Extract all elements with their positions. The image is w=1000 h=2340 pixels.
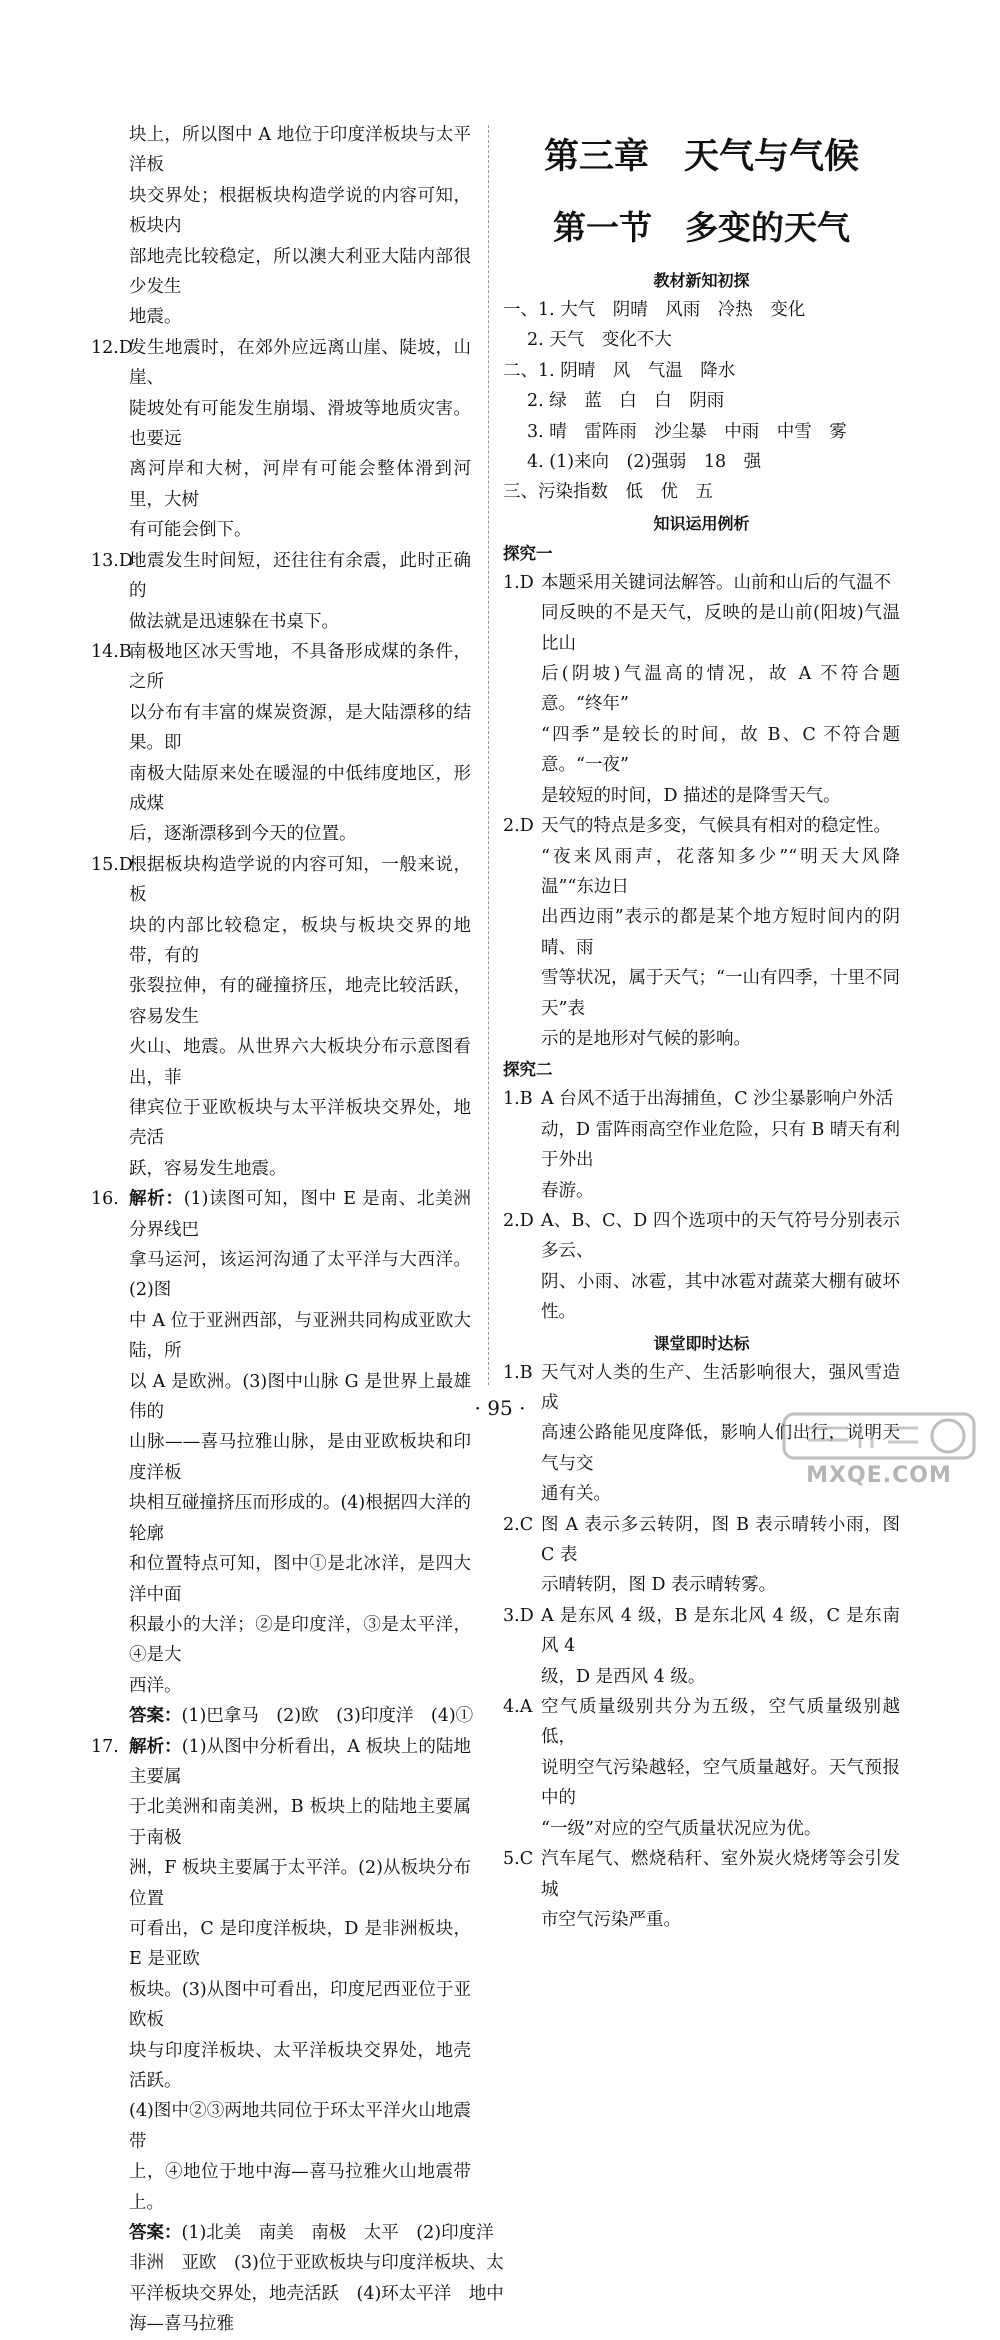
explore1-item-1 xyxy=(503,568,900,811)
text-line: 山脉——喜马拉雅山脉，是由亚欧板块和印度洋板 xyxy=(129,1432,471,1483)
watermark-text: MXQE.COM xyxy=(806,1463,952,1488)
item-number: 13.D xyxy=(91,550,133,571)
text-line: 是较短的时间，D 描述的是降雪天气。 xyxy=(541,785,841,806)
answer-item-14 xyxy=(91,637,471,850)
column-divider xyxy=(488,125,489,1385)
item-number: 12.D xyxy=(91,337,133,358)
text-line: 2. 绿 蓝 白 白 阴雨 xyxy=(527,391,725,412)
item-number: 1.B xyxy=(503,1089,533,1110)
explore2-item-1 xyxy=(503,1084,900,1206)
text-line: 块交界处；根据板块构造学说的内容可知，板块内 xyxy=(129,185,471,237)
text-line: 动，D 雷阵雨高空作业危险，只有 B 晴天有利于外出 xyxy=(541,1119,900,1171)
text-line: 说明空气污染越轻，空气质量越好。天气预报中的 xyxy=(541,1757,900,1809)
text-line: A 台风不适于出海捕鱼，C 沙尘暴影响户外活 xyxy=(541,1089,894,1110)
quiz-item-5 xyxy=(503,1844,900,1935)
answer-item-16 xyxy=(91,1184,474,1731)
item-number: 2.D xyxy=(503,1210,534,1231)
item-number: 17. xyxy=(91,1736,119,1757)
text-line: 一、1. 大气 阴晴 风雨 冷热 变化 xyxy=(503,300,806,320)
answer-line xyxy=(91,2218,494,2248)
page-number: · 95 · xyxy=(474,1396,526,1420)
item-number: 4.A xyxy=(503,1697,533,1718)
text-line: 三、污染指数 低 优 五 xyxy=(503,482,713,503)
item-number: 1.D xyxy=(503,572,534,593)
text-line: 部地壳比较稳定，所以澳大利亚大陆内部很少发生 xyxy=(129,246,471,298)
text-line: “夜来风雨声，花落知多少”“明天大风降温”“东边日 xyxy=(541,846,900,897)
text-line: 春游。 xyxy=(541,1180,594,1201)
text-line: 块的内部比较稳定，板块与板块交界的地带，有的 xyxy=(129,915,471,966)
text-line: 通有关。 xyxy=(541,1484,611,1505)
text-line: 阴、小雨、冰雹，其中冰雹对蔬菜大棚有破坏性。 xyxy=(541,1271,900,1323)
section-title: 第一节 多变的天气 xyxy=(553,208,850,247)
subsection-title: 知识运用例析 xyxy=(653,513,750,533)
text-line: 离河岸和大树，河岸有可能会整体滑到河里，大树 xyxy=(129,459,471,510)
text-line: 天气对人类的生产、生活影响很大，强风雪造成 xyxy=(541,1362,900,1413)
text-line: 同反映的不是天气，反映的是山前(阳坡)气温比山 xyxy=(541,603,900,654)
answer-item-12 xyxy=(91,333,471,546)
chapter-title: 第三章 天气与气候 xyxy=(543,137,859,177)
text-line: 示晴转阴，图 D 表示晴转雾。 xyxy=(541,1575,777,1596)
text-line: 本题采用关键词法解答。山前和山后的气温不 xyxy=(541,572,891,593)
text-line: 于北美洲和南美洲，B 板块上的陆地主要属于南极 xyxy=(129,1797,471,1848)
text-line: 火山、地震。从世界六大板块分布示意图看出，菲 xyxy=(129,1037,471,1088)
text-line: 高速公路能见度降低，影响人们出行，说明天气与交 xyxy=(541,1423,900,1474)
text-line: 有可能会倒下。 xyxy=(129,520,252,541)
text-line: 市空气污染严重。 xyxy=(541,1909,681,1930)
item-number: 3.D xyxy=(503,1605,534,1626)
text-line: 西洋。 xyxy=(129,1675,182,1696)
answer-text: (1)巴拿马 (2)欧 (3)印度洋 (4)① xyxy=(181,1706,474,1727)
item-number: 1.B xyxy=(503,1362,533,1383)
answer-line xyxy=(91,1701,474,1731)
quiz-item-3 xyxy=(503,1601,900,1692)
answer-text: 海—喜马拉雅 xyxy=(129,2314,234,2335)
text-line: “四季”是较长的时间，故 B、C 不符合题意。“一夜” xyxy=(541,724,900,776)
quiz-item-4 xyxy=(503,1692,900,1844)
text-line: 后(阴坡)气温高的情况，故 A 不符合题意。“终年” xyxy=(541,664,900,715)
quiz-item-2 xyxy=(503,1510,900,1601)
text-line: 根据板块构造学说的内容可知，一般来说，板 xyxy=(129,854,471,906)
answer-label: 答案： xyxy=(129,2223,182,2244)
explore1-item-2 xyxy=(503,811,900,1054)
text-line: 块与印度洋板块、太平洋板块交界处，地壳活跃。 xyxy=(129,2040,471,2091)
text-line: 示的是地形对气候的影响。 xyxy=(541,1028,751,1049)
answer-text: (1)北美 南美 南极 太平 (2)印度洋 xyxy=(181,2223,494,2244)
text-line: 和位置特点可知，图中①是北冰洋，是四大洋中面 xyxy=(129,1554,471,1605)
text-line: 积最小的大洋；②是印度洋，③是太平洋，④是大 xyxy=(129,1614,471,1666)
text-line: 天气的特点是多变，气候具有相对的稳定性。 xyxy=(541,816,891,837)
answer-text: 非洲 亚欧 (3)位于亚欧板块与印度洋板块、太 xyxy=(129,2253,504,2274)
text-line: 张裂拉伸，有的碰撞挤压，地壳比较活跃，容易发生 xyxy=(129,976,471,1027)
text-line: 上，④地位于地中海—喜马拉雅火山地震带上。 xyxy=(129,2162,471,2213)
text-line: 拿马运河，该运河沟通了太平洋与大西洋。(2)图 xyxy=(129,1250,471,1301)
text-line: 块相互碰撞挤压而形成的。(4)根据四大洋的轮廓 xyxy=(129,1493,471,1544)
text-line: 洲，F 板块主要属于太平洋。(2)从板块分布位置 xyxy=(129,1858,471,1909)
text-line: A 是东风 4 级，B 是东北风 4 级，C 是东南风 4 xyxy=(541,1605,900,1657)
watermark-badge-icon xyxy=(768,1408,990,1464)
text-line: 跃，容易发生地震。 xyxy=(129,1158,287,1179)
text-line: (1)读图可知，图中 E 是南、北美洲分界线巴 xyxy=(129,1189,471,1240)
analysis-label: 解析： xyxy=(129,1189,184,1210)
text-line: 中 A 位于亚洲西部，与亚洲共同构成亚欧大陆，所 xyxy=(129,1310,471,1362)
text-line: 2. 天气 变化不大 xyxy=(527,330,672,351)
watermark-logo xyxy=(768,1408,990,1488)
carry-over-paragraph xyxy=(91,120,471,333)
text-line: 雪等状况，属于天气；“一山有四季，十里不同天”表 xyxy=(541,968,900,1019)
text-line: 律宾位于亚欧板块与太平洋板块交界处，地壳活 xyxy=(129,1098,471,1149)
text-line: 4. (1)来向 (2)强弱 18 强 xyxy=(527,452,762,473)
text-line: 出西边雨”表示的都是某个地方短时间内的阴晴、雨 xyxy=(541,907,900,958)
item-number: 5.C xyxy=(503,1849,534,1870)
right-column xyxy=(503,120,900,1935)
text-line: 汽车尾气、燃烧秸秆、室外炭火烧烤等会引发城 xyxy=(541,1849,900,1900)
item-number: 2.D xyxy=(503,816,534,837)
answer-label: 答案： xyxy=(129,1706,182,1727)
text-line: 做法就是迅速躲在书桌下。 xyxy=(129,611,339,632)
text-line: 发生地震时，在郊外应远离山崖、陡坡，山崖、 xyxy=(129,337,471,389)
subsection-title: 教材新知初探 xyxy=(653,271,750,290)
item-number: 14.B xyxy=(91,641,132,662)
text-line: 可看出，C 是印度洋板块，D 是非洲板块，E 是亚欧 xyxy=(129,1918,471,1970)
subsection-title: 课堂即时达标 xyxy=(653,1333,750,1353)
text-line: 空气质量级别共分为五级，空气质量级别越低， xyxy=(541,1697,900,1748)
explore2-item-2 xyxy=(503,1206,900,1328)
text-line: 图 A 表示多云转阴，图 B 表示晴转小雨，图 C 表 xyxy=(541,1514,900,1566)
item-number: 2.C xyxy=(503,1514,534,1535)
text-line: A、B、C、D 四个选项中的天气符号分别表示多云、 xyxy=(541,1210,900,1262)
text-line: 板块。(3)从图中可看出，印度尼西亚位于亚欧板 xyxy=(129,1979,471,2031)
item-number: 15.D xyxy=(91,854,133,875)
text-line: 南极地区冰天雪地，不具备形成煤的条件，之所 xyxy=(129,641,471,693)
text-line: 地震。 xyxy=(129,307,182,328)
explore-heading: 探究一 xyxy=(503,543,553,563)
fill-in-answers xyxy=(503,295,900,508)
explore-heading: 探究二 xyxy=(503,1060,553,1080)
text-line: “一级”对应的空气质量状况应为优。 xyxy=(541,1818,822,1839)
text-line: 二、1. 阴晴 风 气温 降水 xyxy=(503,360,736,381)
analysis-label: 解析： xyxy=(129,1736,182,1757)
text-line: 3. 晴 雷阵雨 沙尘暴 中雨 中雪 雾 xyxy=(527,421,847,442)
text-line: 以 A 是欧洲。(3)图中山脉 G 是世界上最雄伟的 xyxy=(129,1371,471,1423)
text-line: (4)图中②③两地共同位于环太平洋火山地震带 xyxy=(129,2101,471,2152)
answer-item-13 xyxy=(91,546,471,637)
text-line: (1)从图中分析看出，A 板块上的陆地主要属 xyxy=(129,1736,471,1787)
answer-item-17 xyxy=(91,1732,504,2340)
text-line: 南极大陆原来处在暖湿的中低纬度地区，形成煤 xyxy=(129,763,471,814)
answer-text: 平洋板块交界处，地壳活跃 (4)环太平洋 地中 xyxy=(129,2283,504,2304)
answer-item-15 xyxy=(91,850,471,1184)
text-line: 块上，所以图中 A 地位于印度洋板块与太平洋板 xyxy=(129,125,471,176)
text-line: 级，D 是西风 4 级。 xyxy=(541,1666,706,1687)
text-line: 地震发生时间短，还往往有余震，此时正确的 xyxy=(129,550,471,602)
text-line: 后，逐渐漂移到今天的位置。 xyxy=(129,824,357,845)
text-line: 陡坡处有可能发生崩塌、滑坡等地质灾害。也要远 xyxy=(129,398,471,450)
item-number: 16. xyxy=(91,1189,119,1210)
text-line: 以分布有丰富的煤炭资源，是大陆漂移的结果。即 xyxy=(129,702,471,754)
